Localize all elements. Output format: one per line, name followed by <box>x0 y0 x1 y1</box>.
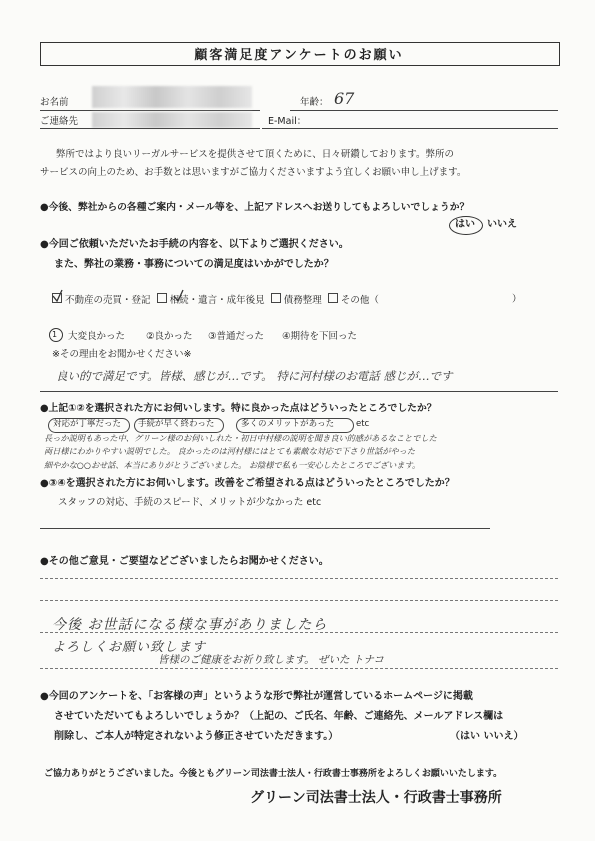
age-label: 年齢： <box>300 97 329 108</box>
q2-handwritten-answer: 良い的で満足です。皆様、感じが…です。 特に河村様のお電話 感じが…です <box>56 369 453 383</box>
q1-yes[interactable]: はい <box>455 219 475 230</box>
name-underline <box>40 110 260 111</box>
q3-opt2[interactable]: 手続が早く終わった <box>138 419 215 429</box>
rating-1[interactable]: 大変良かった <box>68 331 126 342</box>
rating-4[interactable]: ④期待を下回った <box>282 331 358 342</box>
q6-yes-no[interactable]: （はい いいえ） <box>450 731 524 742</box>
reason-prompt: ※その理由をお聞かせください※ <box>52 349 192 360</box>
q5-line-2 <box>40 600 558 601</box>
q4-text: ●③④を選択された方にお伺いします。改善をご希望される点はどういったところでしたか？ <box>40 478 455 489</box>
service-debt: 債務整理 <box>283 295 322 306</box>
q5-line-3 <box>40 632 558 633</box>
intro-line-1: 弊所ではより良いリーガルサービスを提供させて頂くために、日々研鑽しております。弊所の <box>56 149 455 160</box>
rating-3[interactable]: ③普通だった <box>208 331 265 342</box>
q3-etc: etc <box>356 419 370 429</box>
check-marks <box>50 288 190 304</box>
checkbox-debt[interactable] <box>271 293 281 303</box>
q6-line-3: 削除し、ご本人が特定されないよう修正させていただきます。） <box>54 731 339 742</box>
footer-thanks: ご協力ありがとうございました。今後ともグリーン司法書士法人・行政書士事務所をよろしくお願いいたします。 <box>44 769 503 779</box>
name-redacted <box>92 86 252 108</box>
email-label: E-Mail： <box>268 116 307 127</box>
q6-line-1: ●今回のアンケートを、「お客様の声」というような形で弊社が運営しているホームページに掲載 <box>40 691 473 702</box>
service-other-close: ） <box>512 294 522 305</box>
q3-handwritten-3: 細やかな○○おせ話、本当にありがとうございました。 お陰様で私も一安心したところでございます。 <box>44 460 421 470</box>
contact-label: ご連絡先 <box>40 116 79 127</box>
checkbox-other[interactable] <box>328 293 338 303</box>
service-real-estate: 不動産の売買・登記 <box>65 295 151 306</box>
intro-line-2: サービスの向上のため、お手数とは思いますがご協力くださいますよう宜しくお願い申し上げます。 <box>40 167 467 178</box>
q3-handwritten-2: 両日様にわかりやすい説明でした。 良かったのは河村様にはとても素敵な対応で下さり世話がやった <box>44 446 416 456</box>
q2-line-2: また、弊社の業務・事務についての満足度はいかがでしたか？ <box>54 259 334 270</box>
q2-line-1: ●今回ご依頼いただいたお手続の内容を、以下よりご選択ください。 <box>40 239 349 250</box>
rating-2[interactable]: ②良かった <box>146 331 193 342</box>
q1-text: ●今後、弊社からの各種ご案内・メール等を、上記アドレスへお送りしてもよろしいでしょうか？ <box>40 202 470 213</box>
q5-text: ●その他ご意見・ご要望などございましたらお聞かせください。 <box>40 556 329 567</box>
age-underline <box>290 110 558 111</box>
q3-text: ●上記①②を選択された方にお伺いします。特に良かった点はどういったところでしたか？ <box>40 403 437 414</box>
q6-line-2: させていただいてもよろしいでしょうか？（上記の、ご氏名、年齢、ご連絡先、メールアドレス欄は <box>54 711 504 722</box>
q5-handwritten-2: よろしくお願い致します <box>52 640 207 655</box>
rating-1-number-icon: 1 <box>52 330 58 339</box>
check-mark-inheritance <box>174 290 183 301</box>
service-inheritance: 相続・遺言・成年後見 <box>169 295 265 306</box>
q5-line-4 <box>40 668 558 669</box>
q5-line-1 <box>40 578 558 579</box>
service-other: その他（ <box>340 295 379 306</box>
email-underline <box>262 128 558 129</box>
q5-handwritten-3: 皆様のご健康をお祈り致します。 ぜいた トナコ <box>158 654 384 666</box>
q4-line <box>40 528 490 529</box>
page-title: 顧客満足度アンケートのお願い <box>194 48 404 63</box>
contact-redacted <box>92 112 252 128</box>
q3-handwritten-1: 長っか説明もあった中、グリーン様のお伺いしれた・初日中村様の説明を聞き良い的感があるなことでした <box>44 433 437 443</box>
q3-opt3[interactable]: 多くのメリットがあった <box>241 419 335 429</box>
q4-hint: スタッフの対応、手続のスピード、メリットが少なかった etc <box>58 497 322 508</box>
footer-firm: グリーン司法書士法人・行政書士事務所 <box>250 790 502 806</box>
q2-answer-line <box>40 391 558 392</box>
q1-no[interactable]: いいえ <box>487 219 517 230</box>
q5-handwritten-1: 今後 お世話になる様な事がありましたら <box>52 617 328 633</box>
age-value: 67 <box>334 89 355 108</box>
q3-opt1[interactable]: 対応が丁寧だった <box>53 419 122 429</box>
check-mark-real-estate <box>53 290 62 301</box>
contact-underline <box>40 128 260 129</box>
name-label: お名前 <box>40 97 69 108</box>
